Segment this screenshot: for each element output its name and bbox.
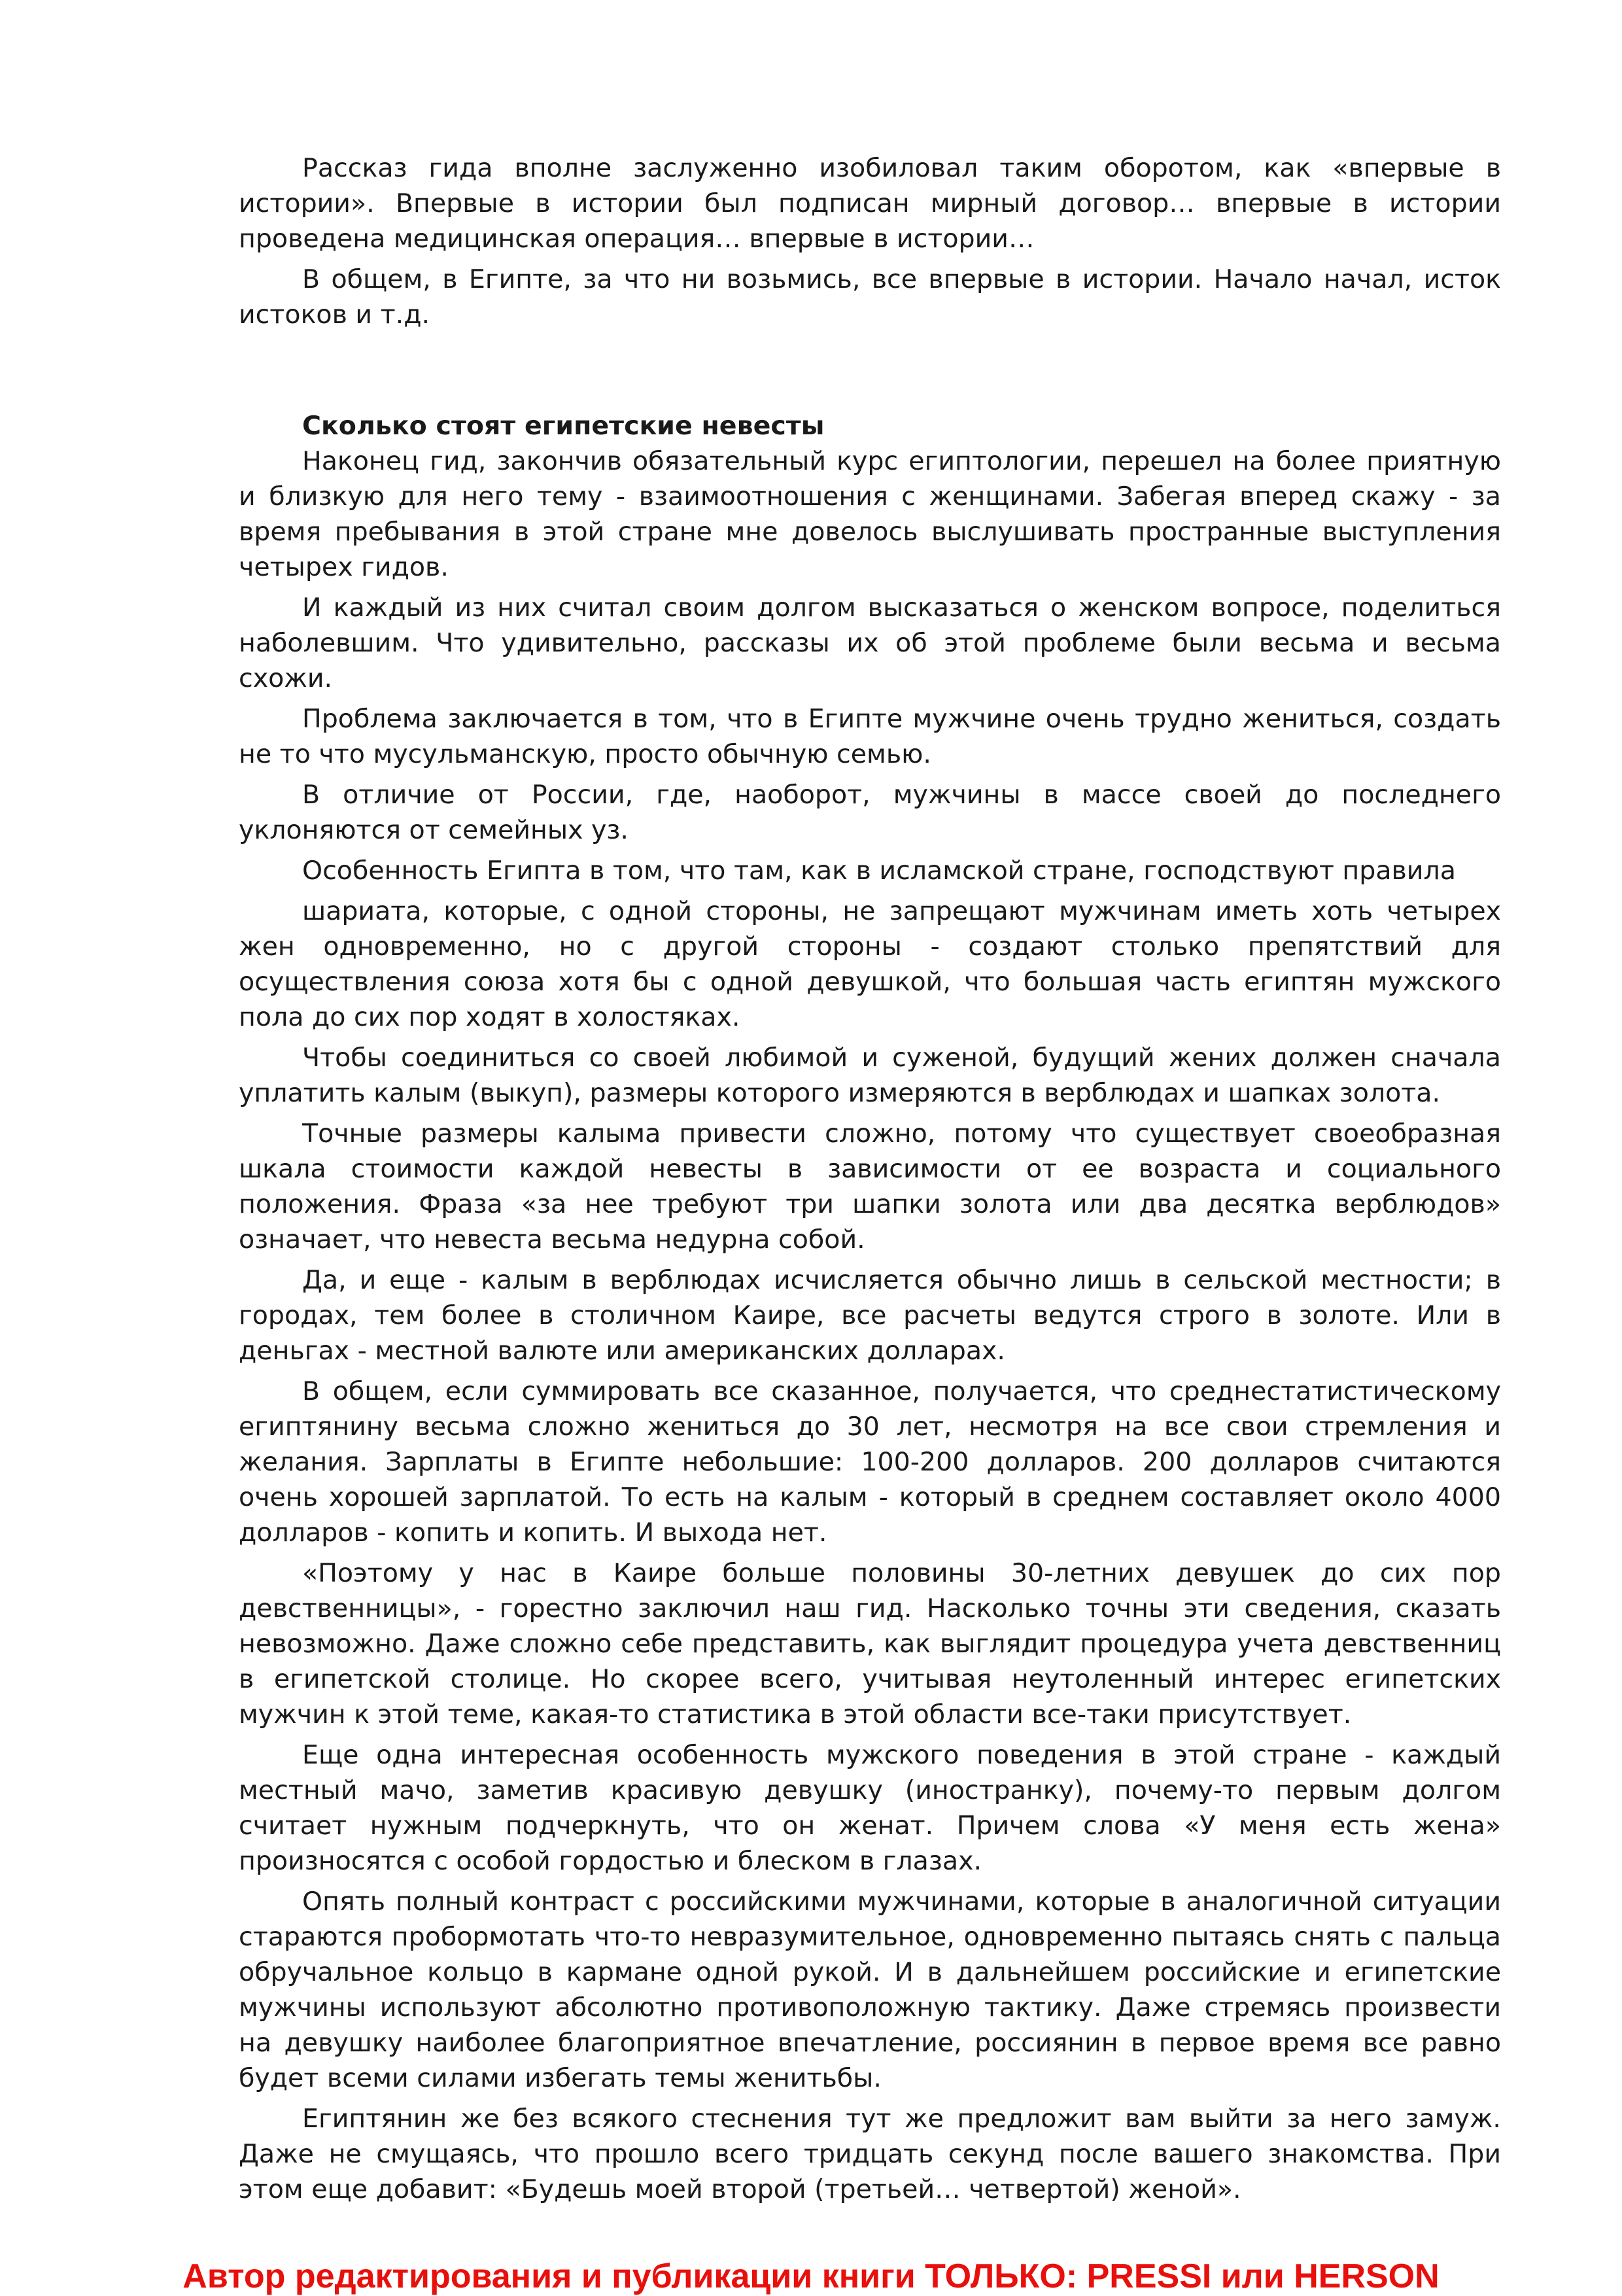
paragraph: И каждый из них считал своим долгом высказаться о женском вопросе, поделиться наболевшим. Что удивительно, рассказы их об этой проблеме были весьма и весьма схожи.: [239, 593, 1501, 693]
paragraph: Чтобы соединиться со своей любимой и суженой, будущий жених должен сначала уплатить калым (выкуп), размеры которого измеряются в верблюдах и шапках золота.: [239, 1043, 1501, 1108]
document-body: [239, 150, 1501, 2207]
paragraph: В общем, в Египте, за что ни возьмись, все впервые в истории. Начало начал, исток истоков и т.д.: [239, 264, 1501, 330]
paragraph: «Поэтому у нас в Каире больше половины 30-летних девушек до сих пор девственницы», - горестно заключил наш гид. Насколько точны эти сведения, сказать невозможно. Даже сложно себе представить, как выглядит процедура учета девственниц в египетской столице. Но скорее всего, учитывая неутоленный интерес египетских мужчин к этой теме, какая-то статистика в этой области все-таки присутствует.: [239, 1558, 1501, 1730]
section-gap: [239, 332, 1501, 408]
publisher-footer: Автор редактирования и публикации книги ТОЛЬКО: PRESSI или HERSON: [182, 2257, 1440, 2295]
paragraph: Особенность Египта в том, что там, как в исламской стране, господствуют правила: [302, 856, 1456, 886]
paragraph: шариата, которые, с одной стороны, не запрещают мужчинам иметь хоть четырех жен одновременно, но с другой стороны - создают столько препятствий для осуществления союза хотя бы с одной девушкой, что большая часть египтян мужского пола до сих пор ходят в холостяках.: [239, 896, 1501, 1032]
section-heading: Сколько стоят египетские невесты: [302, 411, 825, 441]
paragraph: Да, и еще - калым в верблюдах исчисляется обычно лишь в сельской местности; в городах, тем более в столичном Каире, все расчеты ведутся строго в золоте. Или в деньгах - местной валюте или американских долларах.: [239, 1265, 1501, 1366]
paragraph: Египтянин же без всякого стеснения тут же предложит вам выйти за него замуж. Даже не смущаясь, что прошло всего тридцать секунд после вашего знакомства. При этом еще добавит: «Будешь моей второй (третьей… четвертой) женой».: [239, 2104, 1501, 2204]
paragraph: Наконец гид, закончив обязательный курс египтологии, перешел на более приятную и близкую для него тему - взаимоотношения с женщинами. Забегая вперед скажу - за время пребывания в этой стране мне довелось выслушивать пространные выступления четырех гидов.: [239, 446, 1501, 582]
paragraph: Еще одна интересная особенность мужского поведения в этой стране - каждый местный мачо, заметив красивую девушку (иностранку), почему-то первым долгом считает нужным подчеркнуть, что он женат. Причем слова «У меня есть жена» произносятся с особой гордостью и блеском в глазах.: [239, 1740, 1501, 1876]
paragraph: Точные размеры калыма привести сложно, потому что существует своеобразная шкала стоимости каждой невесты в зависимости от ее возраста и социального положения. Фраза «за нее требуют три шапки золота или два десятка верблюдов» означает, что невеста весьма недурна собой.: [239, 1119, 1501, 1255]
paragraph: Опять полный контраст с российскими мужчинами, которые в аналогичной ситуации стараются пробормотать что-то невразумительное, одновременно пытаясь снять с пальца обручальное кольцо в кармане одной рукой. И в дальнейшем российские и египетские мужчины используют абсолютно противоположную тактику. Даже стремясь произвести на девушку наиболее благоприятное впечатление, россиянин в первое время все равно будет всеми силами избегать темы женитьбы.: [239, 1887, 1501, 2093]
paragraph: Проблема заключается в том, что в Египте мужчине очень трудно жениться, создать не то что мусульманскую, просто обычную семью.: [239, 704, 1501, 769]
paragraph: Рассказ гида вполне заслуженно изобиловал таким оборотом, как «впервые в истории». Впервые в истории был подписан мирный договор… впервые в истории проведена медицинская операция… впервые в истории…: [239, 153, 1501, 254]
paragraph: В отличие от России, где, наоборот, мужчины в массе своей до последнего уклоняются от семейных уз.: [239, 780, 1501, 845]
paragraph: В общем, если суммировать все сказанное, получается, что среднестатистическому египтянину весьма сложно жениться до 30 лет, несмотря на все свои стремления и желания. Зарплаты в Египте небольшие: 100-200 долларов. 200 долларов считаются очень хорошей зарплатой. То есть на калым - который в среднем составляет около 4000 долларов - копить и копить. И выхода нет.: [239, 1376, 1501, 1548]
